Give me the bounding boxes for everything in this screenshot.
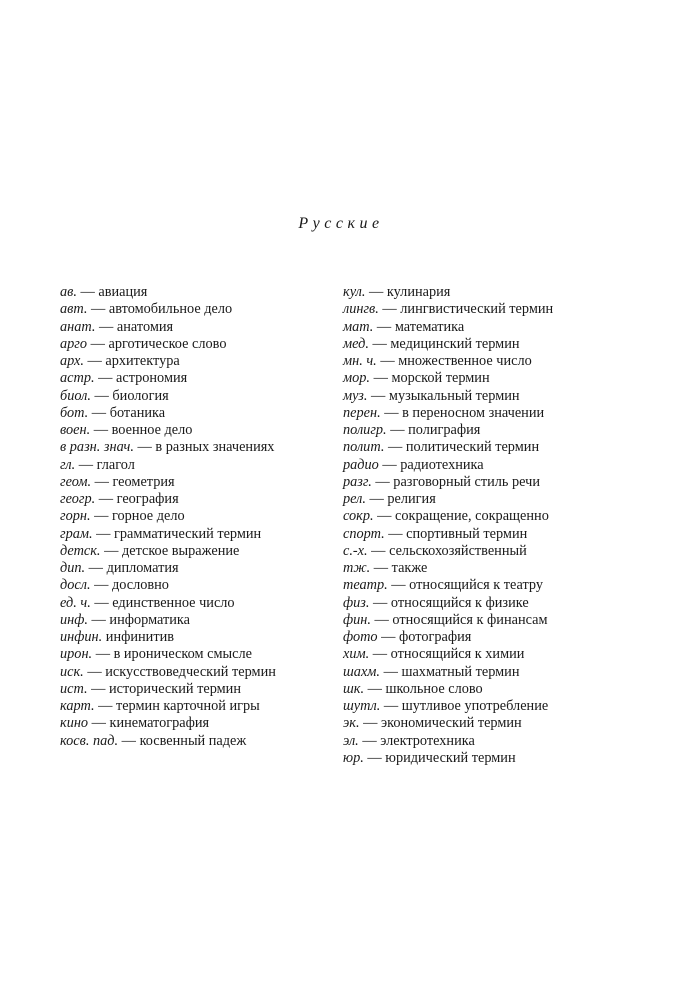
separator: — bbox=[376, 353, 399, 369]
separator: — bbox=[370, 560, 392, 576]
abbreviation-entry bbox=[60, 336, 340, 353]
abbreviation: ед. ч. bbox=[60, 594, 91, 611]
separator: — bbox=[358, 732, 381, 749]
abbreviation-entry bbox=[343, 353, 643, 370]
abbreviation-meaning: кинематография bbox=[109, 715, 210, 732]
abbreviation-entry bbox=[343, 733, 643, 750]
abbreviation-meaning: исторический термин bbox=[109, 680, 241, 697]
separator: — bbox=[87, 680, 110, 697]
abbreviation: инф. bbox=[60, 611, 88, 628]
abbreviation-entry bbox=[343, 646, 643, 663]
abbreviation: в разн. знач. bbox=[60, 439, 134, 456]
separator: — bbox=[92, 525, 115, 542]
abbreviation-entry bbox=[60, 301, 340, 318]
abbreviation: сокр. bbox=[343, 508, 374, 525]
abbreviation-meaning: также bbox=[391, 560, 428, 576]
abbreviation-meaning: музыкальный термин bbox=[388, 387, 520, 404]
abbreviation-entry bbox=[343, 577, 643, 594]
separator: — bbox=[369, 594, 391, 611]
abbreviation-meaning: авиация bbox=[98, 284, 148, 300]
abbreviation-meaning: лингвистический термин bbox=[400, 301, 554, 318]
abbreviation-meaning: юридический термин bbox=[385, 749, 516, 766]
abbreviation: театр. bbox=[343, 577, 388, 594]
abbreviation: грам. bbox=[60, 525, 93, 542]
separator: — bbox=[371, 473, 394, 490]
abbreviation-entry bbox=[60, 612, 340, 629]
abbreviation-meaning: электротехника bbox=[380, 732, 475, 749]
abbreviation-meaning: разговорный стиль речи bbox=[393, 473, 540, 490]
separator: — bbox=[384, 525, 407, 542]
separator: — bbox=[118, 732, 140, 749]
separator: — bbox=[94, 698, 116, 714]
abbreviation-meaning: радиотехника bbox=[400, 456, 484, 473]
abbreviation: ист. bbox=[60, 680, 88, 697]
abbreviation: эк. bbox=[343, 715, 360, 732]
abbreviation-entry bbox=[343, 681, 643, 698]
separator: — bbox=[90, 387, 113, 404]
separator: — bbox=[83, 353, 106, 369]
separator: — bbox=[94, 370, 116, 387]
abbreviation: детск. bbox=[60, 542, 101, 559]
separator: — bbox=[88, 404, 110, 421]
abbreviation-entry bbox=[343, 284, 643, 301]
separator: — bbox=[373, 318, 395, 335]
abbreviation-meaning: сокращение, сокращенно bbox=[395, 508, 549, 525]
abbreviation-meaning: информатика bbox=[109, 611, 190, 628]
abbreviation-entry bbox=[343, 526, 643, 543]
abbreviation: перен. bbox=[343, 404, 381, 421]
separator: — bbox=[370, 370, 392, 387]
abbreviation: полигр. bbox=[343, 422, 387, 438]
abbreviation-meaning: архитектура bbox=[105, 353, 180, 369]
abbreviation-meaning: шахматный термин bbox=[401, 663, 520, 680]
separator: — bbox=[380, 404, 403, 421]
abbreviation: ирон. bbox=[60, 646, 93, 663]
abbreviation-entry bbox=[60, 491, 340, 508]
separator: — bbox=[380, 698, 402, 714]
abbreviation-meaning: геометрия bbox=[112, 473, 175, 490]
abbreviation-meaning: медицинский термин bbox=[390, 335, 520, 352]
separator: — bbox=[95, 318, 117, 335]
abbreviation-meaning: география bbox=[116, 491, 179, 507]
abbreviation: биол. bbox=[60, 387, 91, 404]
abbreviation: мн. ч. bbox=[343, 353, 377, 369]
abbreviation: анат. bbox=[60, 318, 96, 335]
abbreviation-entry bbox=[343, 422, 643, 439]
abbreviation: досл. bbox=[60, 577, 91, 594]
abbreviation: с.-х. bbox=[343, 542, 368, 559]
abbreviation-entry bbox=[60, 646, 340, 663]
abbreviation-entry bbox=[60, 664, 340, 681]
separator: — bbox=[367, 387, 389, 404]
separator: — bbox=[85, 560, 107, 576]
abbreviation-meaning: грамматический термин bbox=[114, 525, 262, 542]
abbreviation: спорт. bbox=[343, 525, 385, 542]
abbreviation-meaning: арготическое слово bbox=[108, 335, 227, 352]
abbreviation-entry bbox=[60, 733, 340, 750]
abbreviation-meaning: школьное слово bbox=[385, 680, 483, 697]
abbreviation: эл. bbox=[343, 732, 359, 749]
abbreviation-meaning: кулинария bbox=[386, 284, 451, 300]
separator: — bbox=[368, 335, 391, 352]
abbreviation-meaning: полиграфия bbox=[408, 422, 481, 438]
abbreviation-entry bbox=[343, 595, 643, 612]
abbreviation: мед. bbox=[343, 335, 369, 352]
separator: — bbox=[378, 456, 401, 473]
separator: — bbox=[367, 542, 390, 559]
abbreviation-entry bbox=[343, 405, 643, 422]
abbreviation-meaning: анатомия bbox=[116, 318, 174, 335]
abbreviation-meaning: автомобильное дело bbox=[108, 301, 233, 318]
separator: — bbox=[90, 594, 113, 611]
separator: — bbox=[90, 508, 112, 525]
abbreviation-meaning: детское выражение bbox=[121, 542, 240, 559]
abbreviation-entry bbox=[343, 508, 643, 525]
separator: — bbox=[377, 629, 400, 645]
separator: — bbox=[370, 611, 393, 628]
abbreviation-meaning: инфинитив bbox=[105, 629, 174, 645]
separator: — bbox=[369, 646, 391, 663]
abbreviation: фин. bbox=[343, 611, 371, 628]
abbreviation-entry bbox=[60, 595, 340, 612]
abbreviation-entry bbox=[343, 750, 643, 767]
abbreviation-list-right bbox=[343, 284, 643, 767]
abbreviation-entry bbox=[60, 439, 340, 456]
separator: — bbox=[100, 542, 122, 559]
separator: — bbox=[386, 422, 409, 438]
separator: — bbox=[92, 646, 114, 663]
abbreviation: полит. bbox=[343, 439, 385, 456]
abbreviation-entry bbox=[60, 560, 340, 577]
abbreviation: бот. bbox=[60, 404, 89, 421]
abbreviation-entry bbox=[60, 698, 340, 715]
separator: — bbox=[91, 473, 113, 490]
abbreviation: разг. bbox=[343, 473, 372, 490]
separator: — bbox=[378, 301, 401, 318]
abbreviation-entry bbox=[343, 370, 643, 387]
abbreviation-meaning: религия bbox=[387, 491, 436, 507]
abbreviation-entry bbox=[343, 560, 643, 577]
abbreviation-meaning: шутливое употребление bbox=[401, 698, 549, 714]
abbreviation-meaning: в разных значениях bbox=[155, 439, 275, 456]
separator: — bbox=[75, 456, 97, 473]
abbreviation: горн. bbox=[60, 508, 91, 525]
abbreviation-meaning: ботаника bbox=[109, 404, 166, 421]
abbreviation: инфин. bbox=[60, 629, 103, 645]
abbreviation: мор. bbox=[343, 370, 370, 387]
separator: — bbox=[363, 749, 386, 766]
abbreviation-meaning: косвенный падеж bbox=[139, 732, 247, 749]
abbreviation-meaning: относящийся к театру bbox=[409, 577, 544, 594]
abbreviation-entry bbox=[60, 353, 340, 370]
abbreviation-meaning: биология bbox=[112, 387, 169, 404]
separator: — bbox=[365, 284, 387, 300]
abbreviation: кино bbox=[60, 715, 89, 732]
abbreviation: хим. bbox=[343, 646, 370, 663]
abbreviation: гл. bbox=[60, 456, 76, 473]
abbreviation: тж. bbox=[343, 560, 371, 576]
separator: — bbox=[359, 715, 382, 732]
abbreviation: геом. bbox=[60, 473, 92, 490]
abbreviation-meaning: спортивный термин bbox=[406, 525, 528, 542]
abbreviation-entry bbox=[60, 319, 340, 336]
abbreviation: арго bbox=[60, 335, 88, 352]
abbreviation: авт. bbox=[60, 301, 88, 318]
separator: — bbox=[88, 715, 110, 732]
abbreviation: косв. пад. bbox=[60, 732, 119, 749]
abbreviation: воен. bbox=[60, 422, 91, 438]
abbreviation: рел. bbox=[343, 491, 366, 507]
separator: — bbox=[87, 335, 109, 352]
abbreviation-meaning: термин карточной игры bbox=[115, 698, 260, 714]
abbreviation-meaning: морской термин bbox=[391, 370, 490, 387]
abbreviation-meaning: математика bbox=[394, 318, 465, 335]
abbreviation-entry bbox=[60, 388, 340, 405]
abbreviation-entry bbox=[343, 629, 643, 646]
abbreviation-entry bbox=[343, 388, 643, 405]
abbreviation: астр. bbox=[60, 370, 95, 387]
abbreviation-meaning: искусствоведческий термин bbox=[105, 663, 276, 680]
abbreviation-meaning: дословно bbox=[112, 577, 169, 594]
abbreviation-entry bbox=[60, 457, 340, 474]
abbreviation-entry bbox=[343, 336, 643, 353]
abbreviation: арх. bbox=[60, 353, 84, 369]
abbreviation-entry bbox=[343, 457, 643, 474]
separator: — bbox=[364, 680, 386, 697]
separator: — bbox=[83, 663, 106, 680]
abbreviation: иск. bbox=[60, 663, 84, 680]
abbreviation-meaning: сельскохозяйственный bbox=[389, 542, 527, 559]
abbreviation-entry bbox=[343, 491, 643, 508]
abbreviation-meaning: относящийся к финансам bbox=[392, 611, 548, 628]
separator: — bbox=[95, 491, 117, 507]
section-title: Русские bbox=[298, 215, 384, 232]
separator: — bbox=[90, 577, 112, 594]
abbreviation-entry bbox=[60, 422, 340, 439]
abbreviation-entry bbox=[343, 612, 643, 629]
abbreviation: физ. bbox=[343, 594, 370, 611]
abbreviation: муз. bbox=[343, 387, 368, 404]
abbreviation-entry bbox=[60, 629, 340, 646]
abbreviation-meaning: экономический термин bbox=[381, 715, 522, 732]
abbreviation-meaning: относящийся к физике bbox=[390, 594, 529, 611]
abbreviation-entry bbox=[343, 715, 643, 732]
separator: — bbox=[387, 577, 410, 594]
abbreviation-entry bbox=[343, 474, 643, 491]
abbreviation: фото bbox=[343, 629, 378, 645]
abbreviation-meaning: фотография bbox=[399, 629, 472, 645]
abbreviation-entry bbox=[343, 301, 643, 318]
separator: — bbox=[76, 284, 99, 300]
abbreviation: мат. bbox=[343, 318, 374, 335]
separator: — bbox=[384, 439, 406, 456]
abbreviation-entry bbox=[343, 439, 643, 456]
abbreviation: радио bbox=[343, 456, 379, 473]
abbreviation-meaning: в ироническом смысле bbox=[113, 646, 252, 663]
abbreviation-entry bbox=[60, 405, 340, 422]
separator: — bbox=[133, 439, 156, 456]
abbreviation-entry bbox=[60, 526, 340, 543]
abbreviation: шахм. bbox=[343, 663, 380, 680]
abbreviation-entry bbox=[60, 577, 340, 594]
abbreviation: шутл. bbox=[343, 698, 381, 714]
abbreviation-meaning: горное дело bbox=[112, 508, 185, 525]
abbreviation-meaning: политический термин bbox=[405, 439, 540, 456]
abbreviation: юр. bbox=[343, 749, 364, 766]
abbreviation-entry bbox=[343, 319, 643, 336]
abbreviation-meaning: в переносном значении bbox=[402, 404, 545, 421]
separator: — bbox=[87, 611, 110, 628]
abbreviation-entry bbox=[60, 508, 340, 525]
abbreviation-entry bbox=[343, 543, 643, 560]
abbreviation-entry bbox=[60, 543, 340, 560]
abbreviation-meaning: единственное число bbox=[112, 594, 235, 611]
separator: — bbox=[365, 491, 388, 507]
abbreviation-meaning: астрономия bbox=[116, 370, 188, 387]
abbreviation: ав. bbox=[60, 284, 77, 300]
abbreviation-entry bbox=[343, 698, 643, 715]
abbreviation-entry bbox=[343, 664, 643, 681]
abbreviation-entry bbox=[60, 370, 340, 387]
abbreviation-meaning: относящийся к химии bbox=[390, 646, 525, 663]
abbreviation-meaning: военное дело bbox=[111, 422, 193, 438]
abbreviation-entry bbox=[60, 681, 340, 698]
abbreviation: шк. bbox=[343, 680, 365, 697]
separator: — bbox=[87, 301, 109, 318]
abbreviation-meaning: дипломатия bbox=[106, 560, 179, 576]
abbreviation: кул. bbox=[343, 284, 366, 300]
abbreviation: карт. bbox=[60, 698, 95, 714]
abbreviation-entry bbox=[60, 715, 340, 732]
abbreviation: геогр. bbox=[60, 491, 96, 507]
separator: — bbox=[373, 508, 396, 525]
abbreviation: лингв. bbox=[343, 301, 379, 318]
abbreviation-entry bbox=[60, 284, 340, 301]
separator: — bbox=[380, 663, 402, 680]
abbreviation: дип. bbox=[60, 560, 86, 576]
abbreviation-meaning: множественное число bbox=[398, 353, 532, 369]
abbreviation-meaning: глагол bbox=[96, 456, 135, 473]
abbreviation-list-left bbox=[60, 284, 340, 750]
abbreviation-entry bbox=[60, 474, 340, 491]
separator: — bbox=[90, 422, 112, 438]
